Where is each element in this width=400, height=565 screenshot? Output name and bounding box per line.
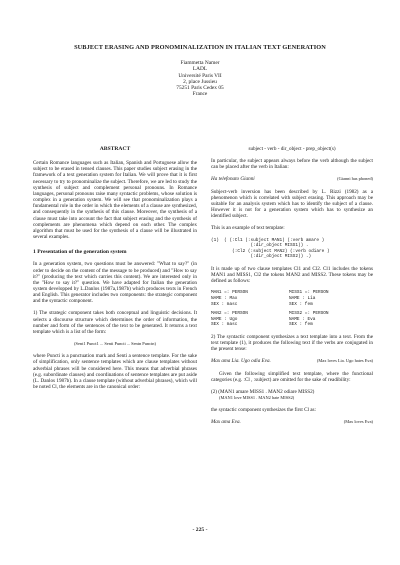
abstract-text: Certain Romance languages such as Italian, Spanish and Portuguese allow the subject to be erased in tensed clauses. This paper studies subject erasing in the framework of a text generation system for Italian. We will prove that it is first necessary to try to pronominalize the subject. Therefore, we are led to study the synthesis of subject and complement personal pronouns. In Romance languages, personal pronouns raise many syntactic problems, whose solution is complex in a generation system. We will see that pronominalization plays a fundamental role in the order in which the elements of a clause are synthesized, and consequently in the synthesis of this clause. Moreover, the synthesis of a clause must take into account the fact that subject erasing and the synthesis of complements are phenomena which depend on each other. The complex algorithm that must be used for the synthesis of a clause will be illustrated in several examples. bbox=[33, 160, 197, 241]
paper-title: SUBJECT ERASING AND PRONOMINALIZATION IN ITALIAN TEXT GENERATION bbox=[74, 44, 326, 51]
example-2-text: Max ama Lia. Ugo odia Eva. bbox=[211, 358, 271, 365]
author-street: 2, place Jussieu bbox=[183, 78, 217, 85]
example-1-text: Ha telefonato Gianni bbox=[211, 176, 255, 183]
template-2-gloss: (MAN1 love MISS1 . MAN2 hate MISS2) bbox=[219, 395, 295, 401]
right-column bbox=[211, 146, 373, 432]
right-paragraph-3: This is an example of text template: bbox=[211, 225, 285, 232]
page-number: - 225 - bbox=[192, 527, 208, 533]
example-3-gloss: (Max loves Eva) bbox=[343, 419, 373, 425]
token-cell: NAME : Max bbox=[211, 296, 238, 301]
token-cell: MAN1 =: PERSON bbox=[211, 290, 248, 296]
token-cell: SEX : fem bbox=[289, 322, 313, 328]
left-column bbox=[33, 146, 197, 396]
token-cell: NAME : Eva bbox=[289, 316, 316, 322]
token-row bbox=[211, 302, 373, 308]
section-1-heading: 1 Presentation of the generation system bbox=[33, 249, 127, 256]
token-cell: NAME : Ugo bbox=[211, 316, 238, 322]
token-definitions bbox=[211, 290, 373, 328]
token-row bbox=[211, 322, 373, 328]
right-paragraph-6: Given the following simplified text template, where the functional categories (e.g. :Cl , :subject) are omitted for the sake of readibility: bbox=[211, 370, 373, 383]
token-cell: MAN2 =: PERSON bbox=[211, 311, 248, 317]
author-lab: LADL bbox=[192, 66, 208, 73]
right-paragraph-4: It is made up of two clause templates Cl1 and Cl2. Cl1 includes the tokens MAN1 and MISS1, Cl2 the tokens MAN2 and MISS2. These tokens may be defined as follows: bbox=[211, 265, 373, 285]
example-3-text: Max ama Eva. bbox=[211, 419, 241, 426]
template-1-line: (:dir_object MISS2)) .) bbox=[211, 254, 312, 260]
text-template-formula: (Sent1 Punct1 ... Senti Puncti ... Sentn Punctn) bbox=[74, 341, 156, 347]
template-1-line: (1) ( (:Cl1 (:subject MAN1) (:verb amare ) bbox=[211, 237, 325, 243]
token-cell: SEX : masc bbox=[211, 322, 238, 328]
text-template-1 bbox=[211, 238, 373, 260]
token-cell: NAME : Lia bbox=[289, 296, 316, 301]
example-1 bbox=[211, 176, 373, 182]
token-cell: SEX : masc bbox=[211, 301, 238, 307]
example-1-gloss: (Gianni has phoned) bbox=[337, 176, 373, 182]
author-block bbox=[0, 60, 400, 98]
token-cell: MISS1 =: PERSON bbox=[289, 290, 329, 296]
token-cell: MISS2 =: PERSON bbox=[289, 311, 329, 317]
example-2-gloss: (Max loves Lia. Ugo hates Eva) bbox=[316, 358, 373, 364]
right-paragraph-7: the syntactic component synthesizes the first Cl as: bbox=[211, 407, 316, 414]
example-3 bbox=[211, 419, 373, 425]
text-template-2 bbox=[211, 389, 373, 401]
section-1-paragraph-2: 1) The strategic component takes both conceptual and linguistic decisions. It selects a discourse structure which determines the order of information, the number and form of the sentences of the text to be generated. It returns a text template which is a list of the form: bbox=[33, 310, 197, 335]
author-university: Université Paris VII bbox=[178, 72, 222, 79]
template-1-line: (:Cl2 (:subject MAN2) (:verb odiare ) bbox=[211, 248, 330, 254]
right-paragraph-1: In particular, the subject appears always before the verb although the subject can be placed after the verb in Italian: bbox=[211, 158, 373, 171]
token-cell: SEX : fem bbox=[289, 301, 313, 307]
author-country: France bbox=[192, 91, 208, 98]
example-2 bbox=[211, 358, 373, 364]
abstract-heading: ABSTRACT bbox=[99, 146, 131, 152]
author-city: 75251 Paris Cedex 05 bbox=[176, 85, 224, 92]
canonical-order-formula: subject - verb - dir_object - prep_object(s) bbox=[248, 146, 336, 152]
section-1-paragraph-3: where Puncti is a punctuation mark and Senti a sentence template. For the sake of simplification, only sentence templates which are clause templates without adverbial phrases will be considered here. This means that adverbial phrases (e.g. subordinate clauses) and coordinations of sentence templates are put aside (L. Danlos 1987b). In a clause template (without adverbial phrases), which will be noted Cl, the elements are in the canonical order: bbox=[33, 353, 197, 390]
template-1-line: (:dir_object MISS1)) . bbox=[211, 243, 309, 249]
right-paragraph-2: Subject-verb inversion has been described by L. Rizzi (1982) as a phenomenon which is correlated with subject erasing. This approach may be suitable for an analysis system which has to identify the subject of a clause. However it is not for a generation system which has to synthesize an identified subject. bbox=[211, 188, 373, 220]
right-paragraph-5: 2) The syntactic component synthesizes a text template into a text. From the text template (1), it produces the following text if the verbs are conjugated in the present tense: bbox=[211, 333, 373, 353]
section-1-paragraph-1: In a generation system, two questions must be answered: "What to say?" (in order to decide on the content of the message to be produced) and "How to say it?" (producing the text which carries this content). We are interested only in the "How to say it?" question. We have adapted for Italian the generation system developped by L.Danlos (1987a,1987b) which produces texts in French and English. This generator includes two components: the strategic component and the syntactic component. bbox=[33, 261, 197, 305]
author-name: Fiammetta Namer bbox=[180, 60, 220, 66]
template-2-line: (2) (MAN1 amare MISS1 . MAN2 odiare MISS2) bbox=[211, 388, 315, 395]
